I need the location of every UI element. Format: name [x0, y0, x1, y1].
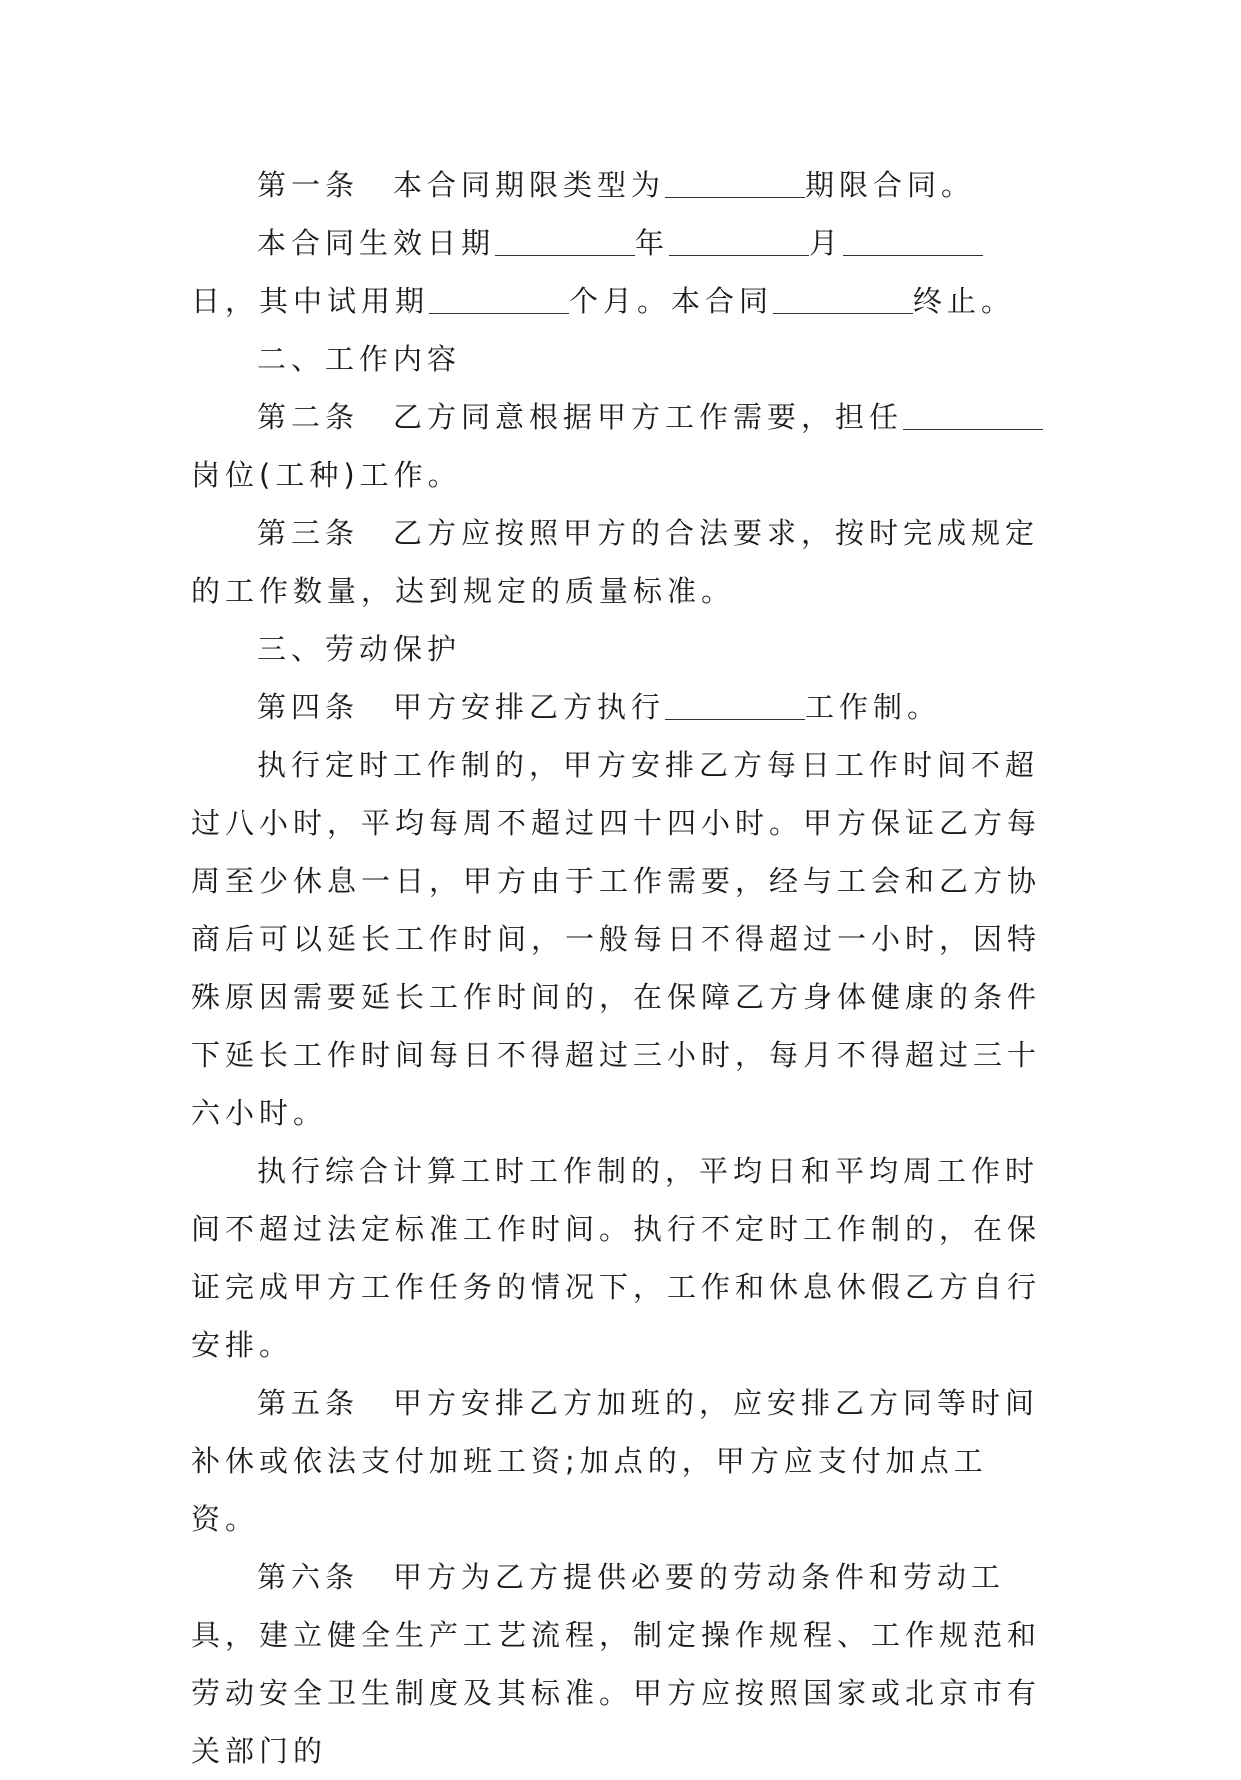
contract-document — [191, 156, 1051, 1780]
article-4-text-a: 第四条 甲方安排乙方执行 — [257, 690, 666, 724]
article-4-text-b: 工作制。 — [805, 690, 942, 724]
termination-suffix: 终止。 — [913, 284, 1016, 318]
contract-type-blank — [665, 167, 805, 198]
article-2-position — [191, 388, 1051, 504]
article-2-text-a: 第二条 乙方同意根据甲方工作需要，担任 — [257, 400, 904, 434]
section-heading-work-content: 二、工作内容 — [257, 342, 462, 376]
year-label: 年 — [635, 226, 670, 260]
article-1-term-type — [191, 156, 1051, 214]
article-5-overtime: 第五条 甲方安排乙方加班的，应安排乙方同等时间补休或依法支付加班工资;加点的，甲方应支付加点工资。 — [191, 1386, 1040, 1536]
probation-months-blank — [429, 283, 569, 314]
comprehensive-hours-paragraph: 执行综合计算工时工作制的，平均日和平均周工作时间不超过法定标准工作时间。执行不定时工作制的，在保证完成甲方工作任务的情况下，工作和休息休假乙方自行安排。 — [191, 1154, 1042, 1362]
article-2-text-b: 岗位(工种)工作。 — [191, 458, 462, 492]
probation-label: 日，其中试用期 — [191, 284, 430, 318]
month-label: 月 — [809, 226, 844, 260]
article-3-requirements: 第三条 乙方应按照甲方的合法要求，按时完成规定的工作数量，达到规定的质量标准。 — [191, 516, 1040, 608]
position-blank — [903, 399, 1043, 430]
effective-date-label: 本合同生效日期 — [257, 226, 496, 260]
article-1-text-b: 期限合同。 — [805, 168, 976, 202]
section-heading-labor-protection: 三、劳动保护 — [257, 632, 462, 666]
year-blank — [495, 225, 635, 256]
effective-date-paragraph — [191, 214, 1051, 330]
termination-blank — [773, 283, 913, 314]
article-1-text-a: 第一条 本合同期限类型为 — [257, 168, 666, 202]
fixed-hours-paragraph: 执行定时工作制的，甲方安排乙方每日工作时间不超过八小时，平均每周不超过四十四小时。甲方保证乙方每周至少休息一日，甲方由于工作需要，经与工会和乙方协商后可以延长工作时间，一般每日不得超过一小时，因特殊原因需要延长工作时间的，在保障乙方身体健康的条件下延长工作时间每日不得超过三小时，每月不得超过三十六小时。 — [191, 748, 1042, 1130]
article-4-work-system — [191, 678, 1051, 736]
termination-label: 个月。本合同 — [569, 284, 774, 318]
work-system-blank — [665, 689, 805, 720]
month-blank — [669, 225, 809, 256]
day-blank — [843, 225, 983, 256]
article-6-conditions: 第六条 甲方为乙方提供必要的劳动条件和劳动工具，建立健全生产工艺流程，制定操作规程、工作规范和劳动安全卫生制度及其标准。甲方应按照国家或北京市有关部门的 — [191, 1560, 1042, 1768]
